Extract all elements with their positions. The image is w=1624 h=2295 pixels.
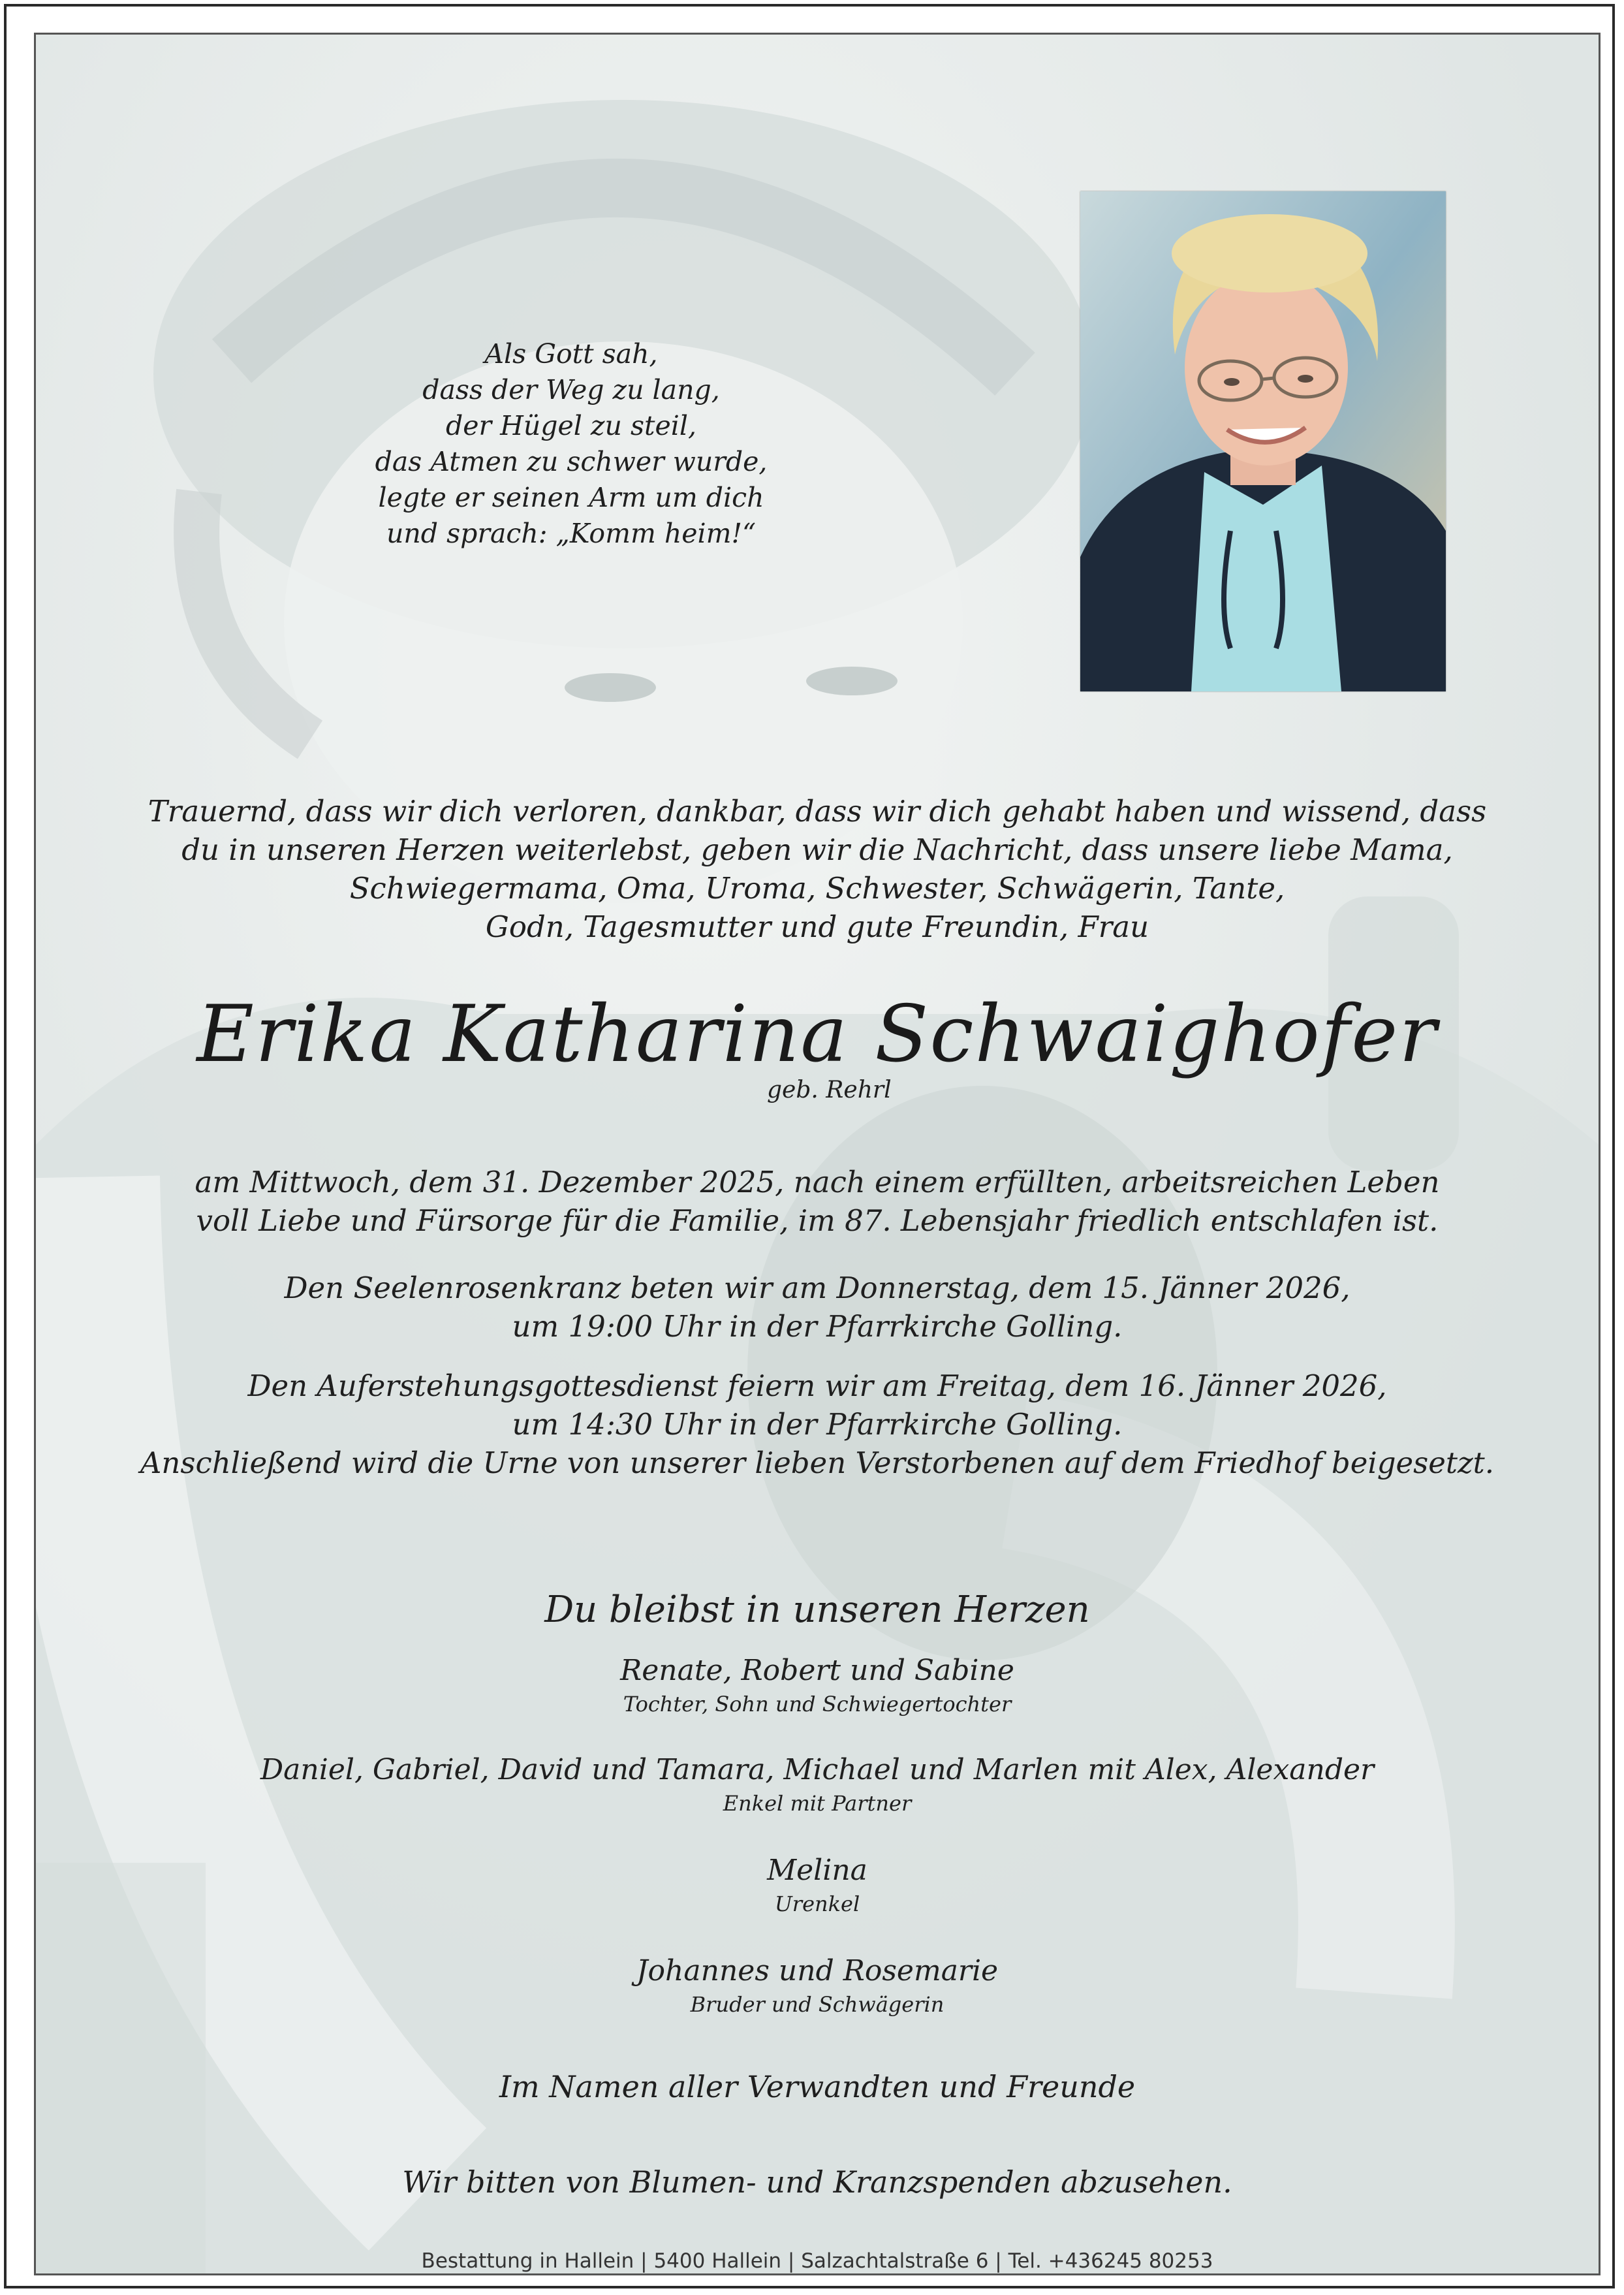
mourner-names: Melina <box>767 1854 867 1887</box>
mourner-names: Johannes und Rosemarie <box>636 1954 999 1987</box>
death-notice-line: am Mittwoch, dem 31. Dezember 2025, nach einem erfüllten, arbeitsreichen Leben <box>195 1165 1440 1199</box>
poem-line: legte er seinen Arm um dich <box>378 482 764 513</box>
poem-line: Als Gott sah, <box>484 338 658 370</box>
poem-line: dass der Weg zu lang, <box>422 374 720 405</box>
motto: Du bleibst in unseren Herzen <box>544 1589 1090 1631</box>
maiden-name: geb. Rehrl <box>767 1077 892 1103</box>
portrait-photo <box>1080 191 1446 691</box>
intro-line: Schwiegermama, Oma, Uroma, Schwester, Schwägerin, Tante, <box>349 871 1285 906</box>
funeral-home-footer: Bestattung in Hallein | 5400 Hallein | Salzachtalstraße 6 | Tel. +436245 80253 <box>421 2249 1213 2273</box>
mourner-names: Renate, Robert und Sabine <box>620 1654 1014 1687</box>
flower-note: Wir bitten von Blumen- und Kranzspenden abzusehen. <box>402 2164 1232 2200</box>
poem-line: der Hügel zu steil, <box>445 410 697 441</box>
rosary-line: Den Seelenrosenkranz beten wir am Donnerstag, dem 15. Jänner 2026, <box>284 1271 1351 1305</box>
service-notice <box>36 1367 1599 1482</box>
mourner-relation: Urenkel <box>774 1891 860 1916</box>
mourner-relation: Enkel mit Partner <box>723 1791 912 1816</box>
mourner-names: Daniel, Gabriel, David und Tamara, Michael und Marlen mit Alex, Alexander <box>260 1753 1375 1786</box>
mourner-relation: Bruder und Schwägerin <box>690 1992 945 2017</box>
service-line: um 14:30 Uhr in der Pfarrkirche Golling. <box>512 1407 1123 1442</box>
obituary-sheet <box>34 33 1601 2275</box>
outer-frame <box>4 4 1615 2288</box>
death-notice <box>36 1163 1599 1240</box>
intro-line: Trauernd, dass wir dich verloren, dankbar, dass wir dich gehabt haben und wissend, dass <box>148 794 1487 829</box>
poem-line: das Atmen zu schwer wurde, <box>375 446 768 477</box>
poem-line: und sprach: „Komm heim!“ <box>386 518 756 549</box>
rosary-line: um 19:00 Uhr in der Pfarrkirche Golling. <box>512 1309 1123 1344</box>
intro-line: Godn, Tagesmutter und gute Freundin, Frau <box>485 910 1149 944</box>
intro-text <box>36 792 1599 946</box>
death-notice-line: voll Liebe und Fürsorge für die Familie, im 87. Lebensjahr friedlich entschlafen ist. <box>196 1203 1439 1238</box>
service-line: Anschließend wird die Urne von unserer lieben Verstorbenen auf dem Friedhof beigesetzt. <box>140 1446 1495 1480</box>
intro-line: du in unseren Herzen weiterlebst, geben wir die Nachricht, dass unsere liebe Mama, <box>181 832 1453 867</box>
poem <box>245 336 898 552</box>
rosary-notice <box>36 1269 1599 1346</box>
deceased-name: Erika Katharina Schwaighofer <box>196 989 1438 1080</box>
mourner-relation: Tochter, Sohn und Schwiegertochter <box>623 1692 1012 1717</box>
service-line: Den Auferstehungsgottesdienst feiern wir am Freitag, dem 16. Jänner 2026, <box>247 1369 1387 1403</box>
on-behalf: Im Namen aller Verwandten und Freunde <box>499 2069 1136 2104</box>
